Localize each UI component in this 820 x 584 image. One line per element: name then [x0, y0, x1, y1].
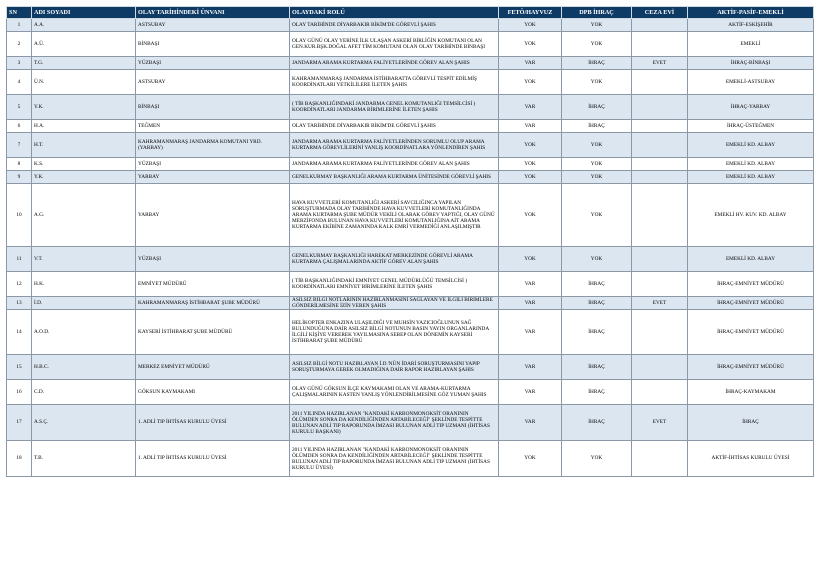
cell-status: EMEKLİ HV. KUV. KD. ALBAY [688, 184, 814, 247]
cell-ihrac: İHRAÇ [562, 355, 632, 380]
cell-name: A.Ü. [32, 32, 136, 57]
cell-status: EMEKLİ-ASTSUBAY [688, 70, 814, 95]
cell-name: H.T. [32, 133, 136, 158]
cell-name: C.D. [32, 380, 136, 405]
cell-name: İ.D. [32, 297, 136, 310]
cell-sn: 8 [7, 158, 32, 171]
table-row [7, 171, 814, 184]
cell-sn: 1 [7, 19, 32, 32]
cell-name: A.O.D. [32, 310, 136, 355]
cell-feto: YOK [499, 158, 562, 171]
cell-ceza [632, 272, 688, 297]
cell-role: ( TİB BAŞKANLIĞINDAKİ EMNİYET GENEL MÜDÜRLÜĞÜ TEMSİLCİSİ ) KOORDİNATLARI EMNİYET BİRİMLERİNE İLETEN ŞAHIS [290, 272, 499, 297]
cell-ihrac: YOK [562, 441, 632, 477]
cell-sn: 18 [7, 441, 32, 477]
cell-sn: 12 [7, 272, 32, 297]
cell-feto: VAR [499, 405, 562, 441]
cell-status: İHRAÇ-BİNBAŞI [688, 57, 814, 70]
cell-title: MERKEZ EMNİYET MÜDÜRÜ [136, 355, 290, 380]
cell-ihrac: YOK [562, 171, 632, 184]
cell-ceza [632, 133, 688, 158]
cell-title: ASTSUBAY [136, 19, 290, 32]
table-row [7, 184, 814, 247]
cell-ceza [632, 184, 688, 247]
cell-name: Ü.N. [32, 70, 136, 95]
cell-ihrac: YOK [562, 158, 632, 171]
cell-ceza [632, 120, 688, 133]
cell-ceza [632, 95, 688, 120]
cell-title: YÜZBAŞI [136, 247, 290, 272]
persons-table [6, 6, 814, 477]
document-page [6, 6, 813, 477]
cell-ihrac: YOK [562, 247, 632, 272]
cell-feto: YOK [499, 171, 562, 184]
cell-title: ASTSUBAY [136, 70, 290, 95]
cell-status: EMEKLİ KD. ALBAY [688, 133, 814, 158]
header-ceza: CEZA EVİ [632, 7, 688, 19]
cell-feto: YOK [499, 184, 562, 247]
cell-ihrac: YOK [562, 32, 632, 57]
table-row [7, 247, 814, 272]
cell-ihrac: YOK [562, 184, 632, 247]
header-name: ADI SOYADI [32, 7, 136, 19]
cell-role: KAHRAMANMARAŞ JANDARMA İSTİHBARATTA GÖREVLİ TESPİT EDİLMİŞ KOORDİNATLARI YETKİLİLERE İLETEN ŞAHIS [290, 70, 499, 95]
cell-status: İHRAÇ-EMNİYET MÜDÜRÜ [688, 297, 814, 310]
header-ihrac: DPB İHRAÇ [562, 7, 632, 19]
cell-name: H.K. [32, 272, 136, 297]
header-sn: SN [7, 7, 32, 19]
cell-role: JANDARMA ARAMA KURTARMA FALİYETLERİNDEN SORUMLU OLUP ARAMA KURTARMA GÖREVLİLERİNİ YANLIŞ KOORDİNATLARA YÖNLENDİREN ŞAHIS [290, 133, 499, 158]
cell-status: AKTİF-ESKİŞEHİR [688, 19, 814, 32]
cell-feto: VAR [499, 310, 562, 355]
cell-sn: 3 [7, 57, 32, 70]
table-header-row [7, 7, 814, 19]
cell-sn: 16 [7, 380, 32, 405]
cell-title: TEĞMEN [136, 120, 290, 133]
cell-status: İHRAÇ-EMNİYET MÜDÜRÜ [688, 310, 814, 355]
cell-title: EMNİYET MÜDÜRÜ [136, 272, 290, 297]
cell-feto: VAR [499, 355, 562, 380]
cell-role: OLAY TARİHİNDE DİYARBAKIR BİKİM'DE GÖREVLİ ŞAHIS [290, 120, 499, 133]
cell-ceza [632, 380, 688, 405]
cell-role: ASILSIZ BİLGİ NOTU HAZIRLAYAN İ.D.'NÜN İDARİ SORUŞTURMASINI YAPIP SORUŞTURMAYA GEREK OLMADIĞINA DAİR RAPOR HAZIRLAYAN ŞAHIS [290, 355, 499, 380]
cell-status: EMEKLİ KD. ALBAY [688, 171, 814, 184]
table-row [7, 310, 814, 355]
table-row [7, 380, 814, 405]
cell-status: İHRAÇ-KAYMAKAM [688, 380, 814, 405]
cell-sn: 14 [7, 310, 32, 355]
header-title: OLAY TARİHİNDEKİ ÜNVANI [136, 7, 290, 19]
cell-feto: VAR [499, 95, 562, 120]
cell-ihrac: YOK [562, 19, 632, 32]
cell-status: İHRAÇ-EMNİYET MÜDÜRÜ [688, 355, 814, 380]
cell-title: YARBAY [136, 184, 290, 247]
cell-name: T.B. [32, 441, 136, 477]
cell-title: KAHRAMANMARAŞ İSTİHBARAT ŞUBE MÜDÜRÜ [136, 297, 290, 310]
header-role: OLAYDAKİ ROLÜ [290, 7, 499, 19]
table-row [7, 19, 814, 32]
cell-name: K.S. [32, 158, 136, 171]
cell-sn: 5 [7, 95, 32, 120]
cell-ihrac: YOK [562, 70, 632, 95]
cell-name: T.G. [32, 57, 136, 70]
table-row [7, 57, 814, 70]
cell-ihrac: İHRAÇ [562, 405, 632, 441]
cell-ceza: EVET [632, 405, 688, 441]
cell-name: Y.K. [32, 95, 136, 120]
cell-ceza [632, 158, 688, 171]
cell-role: HAVA KUVVETLERİ KOMUTANLIĞI ASKERİ SAVCILIĞINCA YAPILAN SORUŞTURMADA OLAY TARİHİNDE HAVA KUVVETLERİ KOMUTANLIĞINDA ARAMA KURTARMA ŞUBE MÜDÜR VEKİLİ OLARAK GÖREV YAPTIĞI, OLAY GÜNÜ MERZİFONDA BULUNAN HAVA KUVVETLERİ KOMUTANLIĞINA AİT ARAMA KURTARMA EKİBİNE ZAMANINDA KALK EMRİ VERMEDİĞİ ANLAŞILMIŞTIR [290, 184, 499, 247]
table-row [7, 133, 814, 158]
cell-title: GÖKSUN KAYMAKAMI [136, 380, 290, 405]
cell-feto: YOK [499, 247, 562, 272]
cell-ihrac: YOK [562, 133, 632, 158]
cell-role: ASILSIZ BİLGİ NOTLARININ HAZIRLANMASINI SAĞLAYAN VE İLGİLİ BİRİMLERE GÖNDERİLMESİNE İZİN VEREN ŞAHIS [290, 297, 499, 310]
cell-name: H.B.C. [32, 355, 136, 380]
cell-sn: 4 [7, 70, 32, 95]
header-status: AKTİF-PASİF-EMEKLİ [688, 7, 814, 19]
cell-ceza: EVET [632, 57, 688, 70]
cell-sn: 7 [7, 133, 32, 158]
cell-name: A.S.Ç. [32, 405, 136, 441]
cell-status: EMEKLİ KD. ALBAY [688, 247, 814, 272]
cell-sn: 9 [7, 171, 32, 184]
cell-ceza [632, 70, 688, 95]
cell-sn: 10 [7, 184, 32, 247]
table-row [7, 441, 814, 477]
table-row [7, 120, 814, 133]
cell-name: A.G. [32, 184, 136, 247]
table-row [7, 70, 814, 95]
cell-status: İHRAÇ-YARBAY [688, 95, 814, 120]
cell-feto: YOK [499, 133, 562, 158]
cell-feto: YOK [499, 32, 562, 57]
cell-title: YÜZBAŞI [136, 57, 290, 70]
cell-feto: VAR [499, 57, 562, 70]
cell-feto: VAR [499, 120, 562, 133]
cell-title: YARBAY [136, 171, 290, 184]
cell-status: AKTİF-İHTİSAS KURULU ÜYESİ [688, 441, 814, 477]
cell-sn: 13 [7, 297, 32, 310]
cell-feto: YOK [499, 441, 562, 477]
cell-ceza [632, 310, 688, 355]
table-row [7, 158, 814, 171]
cell-name: V.T. [32, 247, 136, 272]
table-row [7, 297, 814, 310]
cell-sn: 2 [7, 32, 32, 57]
cell-title: KAYSERİ İSTİHBARAT ŞUBE MÜDÜRÜ [136, 310, 290, 355]
cell-feto: YOK [499, 70, 562, 95]
cell-status: EMEKLİ KD. ALBAY [688, 158, 814, 171]
cell-name: H.A. [32, 120, 136, 133]
cell-role: OLAY GÜNÜ OLAY YERİNE İLK ULAŞAN ASKERİ BİRLİĞİN KOMUTANI OLAN GEN.KUR.BŞK.DOĞAL AFET TİM KOMUTANI OLAN OLAY TARİHİNDE BİNBAŞI [290, 32, 499, 57]
cell-title: 1. ADLİ TIP İHTİSAS KURULU ÜYESİ [136, 405, 290, 441]
cell-feto: VAR [499, 297, 562, 310]
cell-ceza [632, 171, 688, 184]
cell-role: HELİKOPTER ENKAZINA ULAŞILDIĞI VE MUHSİN YAZICIOĞLUNUN SAĞ BULUNDUĞUNA DAİR ASILSIZ BİLGİ NOTUNUN BASIN YAYIN ORGANLARINDA İLGİLİ KİŞİYE VEREREK YAYILMASINA SEBEP OLAN DÖNEMİN KAYSERİ İSTİHBARAT ŞUBE MÜDÜRÜ [290, 310, 499, 355]
cell-ihrac: İHRAÇ [562, 380, 632, 405]
cell-role: JANDARMA ARAMA KURTARMA FALİYETLERİNDE GÖREV ALAN ŞAHIS [290, 158, 499, 171]
cell-name: Y.K. [32, 171, 136, 184]
table-row [7, 32, 814, 57]
cell-role: OLAY TARİHİNDE DİYARBAKIR BİKİM'DE GÖREVLİ ŞAHIS [290, 19, 499, 32]
cell-ceza [632, 355, 688, 380]
cell-role: GENELKURMAY BAŞKANLIĞI HAREKAT MERKEZİNDE GÖREVLİ ARAMA KURTARMA ÇALIŞMALARINDA AKTİF GÖREV ALAN ŞAHIS [290, 247, 499, 272]
cell-title: YÜZBAŞI [136, 158, 290, 171]
cell-feto: VAR [499, 380, 562, 405]
cell-ihrac: İHRAÇ [562, 297, 632, 310]
cell-status: EMEKLİ [688, 32, 814, 57]
table-row [7, 272, 814, 297]
cell-ihrac: İHRAÇ [562, 95, 632, 120]
cell-title: 1. ADLİ TIP İHTİSAS KURULU ÜYESİ [136, 441, 290, 477]
cell-role: 2011 YILINDA HAZIRLANAN "KANDAKİ KARBONMONOKSİT ORANININ ÖLÜMDEN SONRA DA KENDİLİĞİNDEN ARTABİLECEĞİ" ŞEKLİNDE TESPİTTE BULUNAN ADLİ TIP RAPORUNDA İMZASI BULUNAN ADLİ TIP UZMANI (İHTİSAS KURULU BAŞKANI) [290, 405, 499, 441]
cell-sn: 11 [7, 247, 32, 272]
cell-feto: VAR [499, 272, 562, 297]
cell-feto: YOK [499, 19, 562, 32]
cell-role: GENELKURMAY BAŞKANLIĞI ARAMA KURTARMA ÜNİTESİNDE GÖREVLİ ŞAHIS [290, 171, 499, 184]
cell-ihrac: İHRAÇ [562, 272, 632, 297]
cell-sn: 17 [7, 405, 32, 441]
cell-sn: 6 [7, 120, 32, 133]
table-body [7, 19, 814, 477]
cell-title: KAHRAMANMARAŞ JANDARMA KOMUTANI YRD. (YARBAY) [136, 133, 290, 158]
cell-sn: 15 [7, 355, 32, 380]
cell-status: İHRAÇ [688, 405, 814, 441]
table-row [7, 355, 814, 380]
cell-ceza [632, 32, 688, 57]
cell-status: İHRAÇ-ÜSTEĞMEN [688, 120, 814, 133]
table-row [7, 95, 814, 120]
cell-name: A.A. [32, 19, 136, 32]
cell-ihrac: İHRAÇ [562, 120, 632, 133]
cell-role: 2011 YILINDA HAZIRLANAN "KANDAKİ KARBONMONOKSİT ORANININ ÖLÜMDEN SONRA DA KENDİLİĞİNDEN ARTABİLECEĞİ" ŞEKLİNDE TESPİTTE BULUNAN ADLİ TIP RAPORUNDA İMZASI BULUNAN ADLİ TIP UZMANI (İHTİSAS KURULU ÜYESİ) [290, 441, 499, 477]
cell-title: BİNBAŞI [136, 32, 290, 57]
cell-role: ( TİB BAŞKANLIĞINDAKİ JANDARMA GENEL KOMUTANLIĞI TEMSİLCİSİ ) KOORDİNATLARI JANDARMA BİRİMLERİNE İLETEN ŞAHIS [290, 95, 499, 120]
cell-ihrac: İHRAÇ [562, 57, 632, 70]
table-row [7, 405, 814, 441]
cell-ceza [632, 441, 688, 477]
header-feto: FETÖ/HAYVUZ [499, 7, 562, 19]
cell-ceza: EVET [632, 297, 688, 310]
cell-status: İHRAÇ-EMNİYET MÜDÜRÜ [688, 272, 814, 297]
cell-role: OLAY GÜNÜ GÖKSUN İLÇE KAYMAKAMI OLAN VE ARAMA-KURTARMA ÇALIŞMALARININ KASTEN YANLIŞ YÖNLENDİRİLMESİNE GÖZ YUMAN ŞAHIS [290, 380, 499, 405]
cell-ihrac: İHRAÇ [562, 310, 632, 355]
cell-ceza [632, 247, 688, 272]
cell-title: BİNBAŞI [136, 95, 290, 120]
cell-ceza [632, 19, 688, 32]
cell-role: JANDARMA ARAMA KURTARMA FALİYETLERİNDE GÖREV ALAN ŞAHIS [290, 57, 499, 70]
